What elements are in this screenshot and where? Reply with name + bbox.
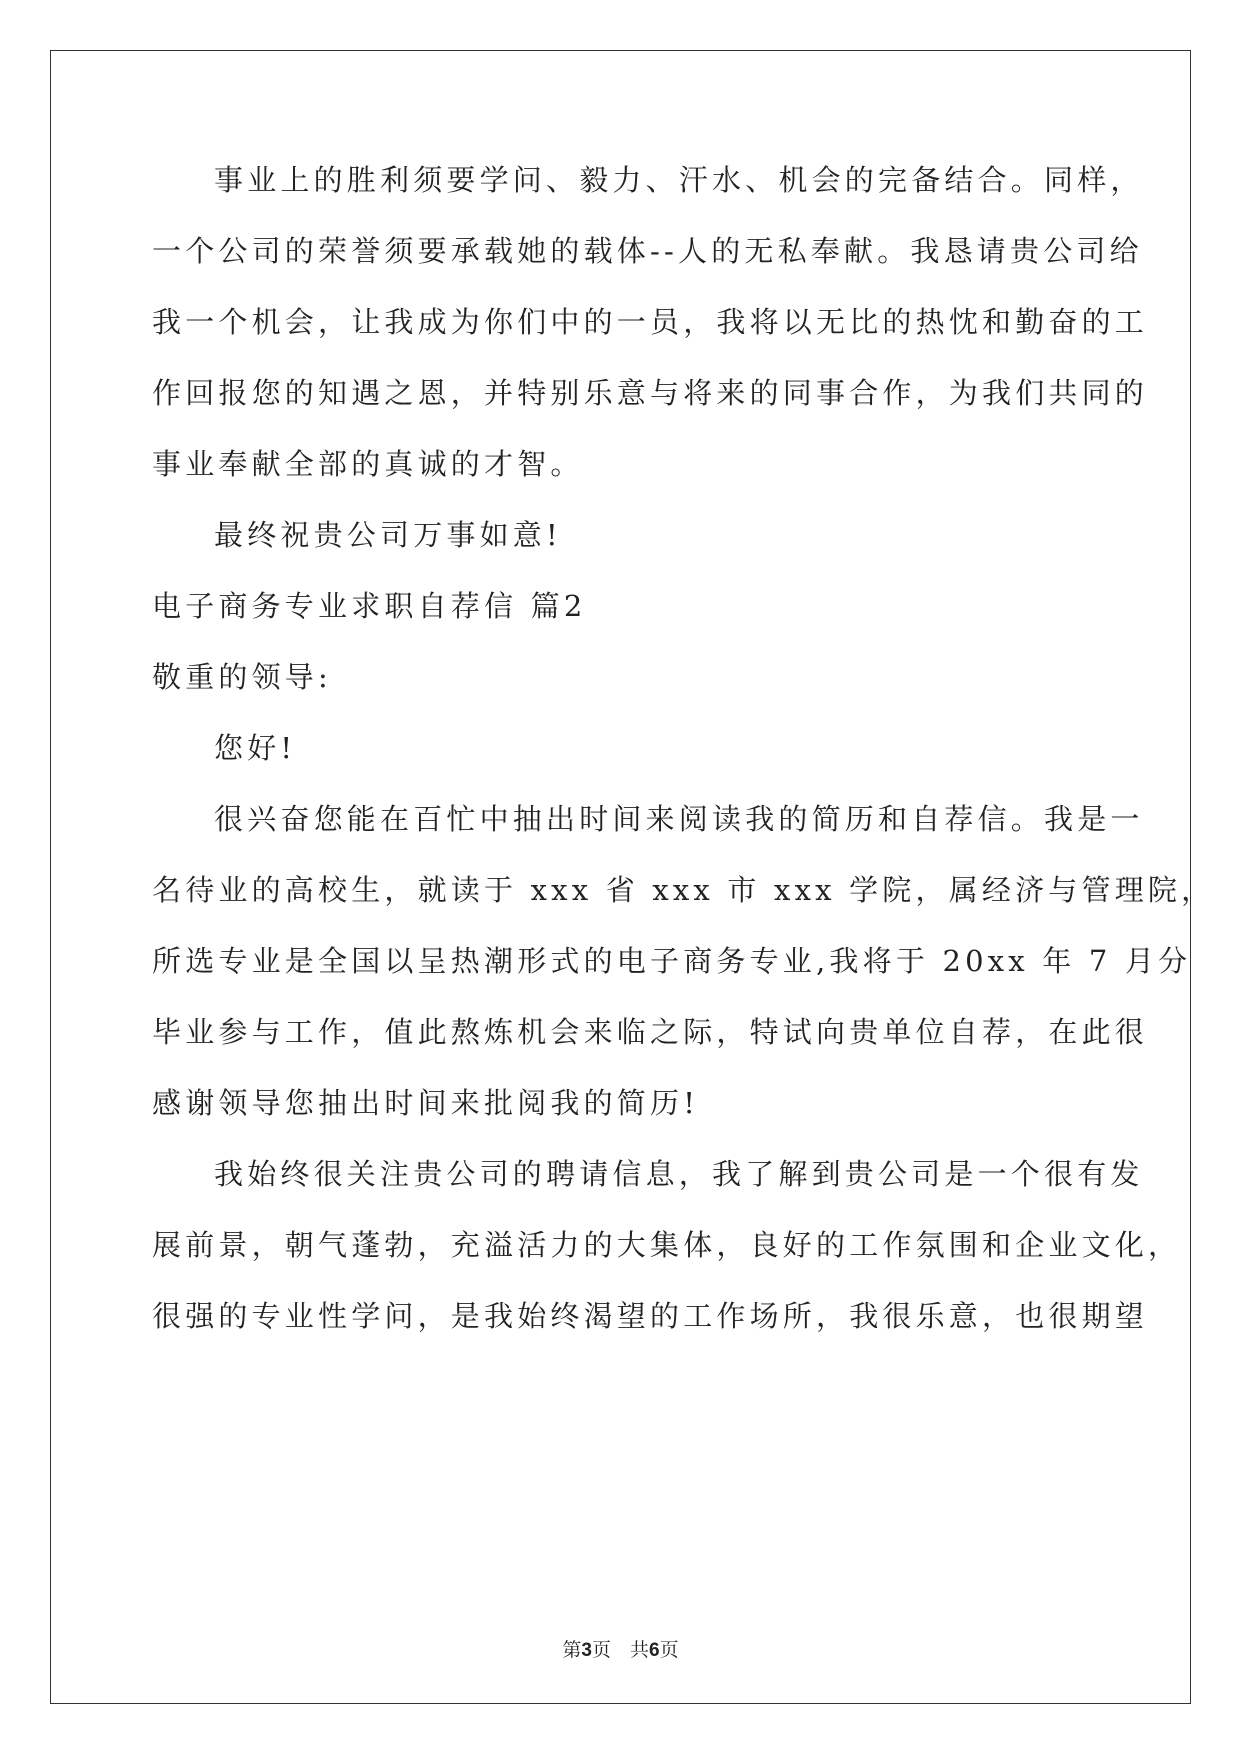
total-pages: 6 (649, 1640, 660, 1661)
page-suffix: 页 (591, 1640, 611, 1661)
section-heading: 电子商务专业求职自荐信 篇2 (152, 589, 587, 623)
paragraph-line: 很强的专业性学问，是我始终渴望的工作场所，我很乐意，也很期望 (152, 1299, 1149, 1333)
paragraph-line: 所选专业是全国以呈热潮形式的电子商务专业,我将于 20xx 年 7 月分 (152, 944, 1192, 978)
greeting: 您好! (214, 731, 297, 765)
paragraph-line: 展前景，朝气蓬勃，充溢活力的大集体，良好的工作氛围和企业文化， (152, 1228, 1182, 1262)
total-prefix: 共 (630, 1640, 650, 1661)
paragraph-line: 很兴奋您能在百忙中抽出时间来阅读我的简历和自荐信。我是一 (214, 802, 1144, 836)
page-number: 3 (581, 1640, 592, 1661)
paragraph-line: 毕业参与工作，值此熬炼机会来临之际，特试向贵单位自荐，在此很 (152, 1015, 1149, 1049)
salutation: 敬重的领导: (152, 660, 332, 694)
paragraph-line: 感谢领导您抽出时间来批阅我的简历! (152, 1086, 700, 1120)
closing-line: 最终祝贵公司万事如意! (214, 518, 562, 552)
page-footer (0, 1635, 1241, 1662)
paragraph-line: 我始终很关注贵公司的聘请信息，我了解到贵公司是一个很有发 (214, 1157, 1144, 1191)
paragraph-line: 一个公司的荣誉须要承载她的载体--人的无私奉献。我恳请贵公司给 (152, 234, 1143, 268)
paragraph-line: 事业奉献全部的真诚的才智。 (152, 447, 584, 481)
paragraph-line: 我一个机会，让我成为你们中的一员，我将以无比的热忱和勤奋的工 (152, 305, 1149, 339)
paragraph-line: 事业上的胜利须要学问、毅力、汗水、机会的完备结合。同样， (214, 163, 1144, 197)
page-prefix: 第 (562, 1640, 582, 1661)
paragraph-line: 名待业的高校生，就读于 xxx 省 xxx 市 xxx 学院，属经济与管理院， (152, 873, 1215, 907)
paragraph-line: 作回报您的知遇之恩，并特别乐意与将来的同事合作，为我们共同的 (152, 376, 1149, 410)
total-suffix: 页 (659, 1640, 679, 1661)
